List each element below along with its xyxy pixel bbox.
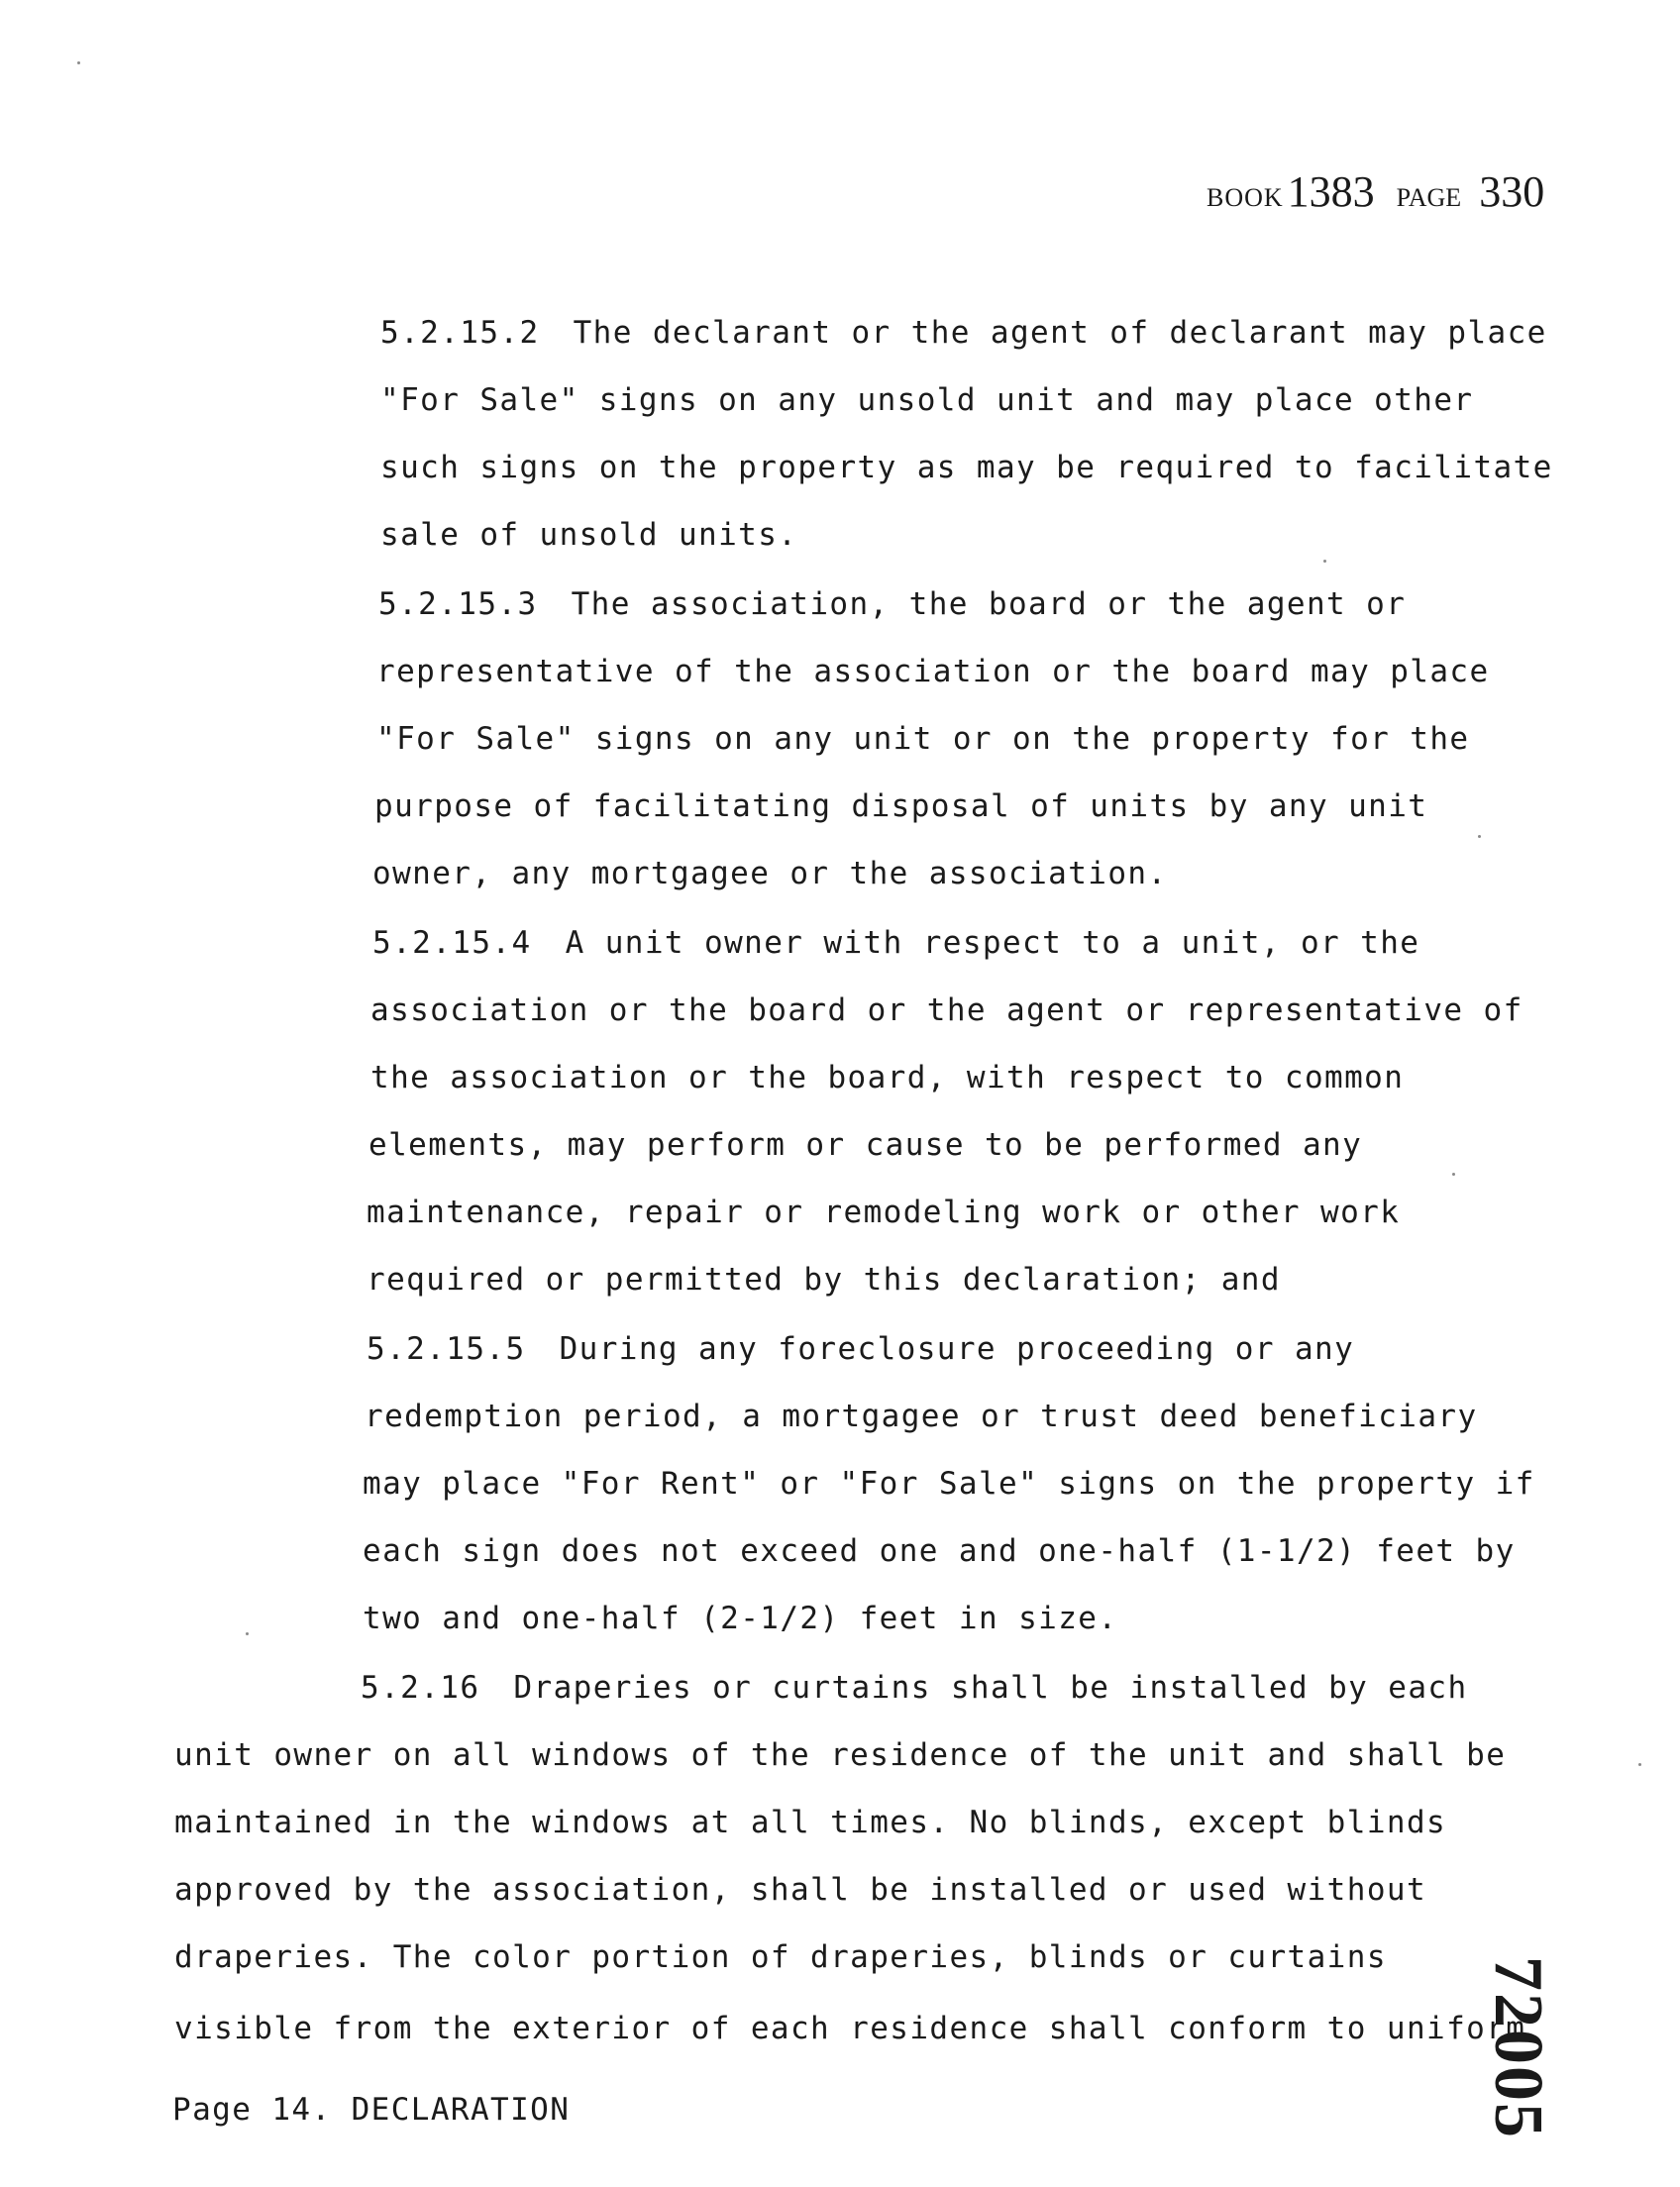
paragraph-5-2-15-2-line-1 [380, 315, 1547, 351]
paragraph-5-2-15-2-line-3: such signs on the property as may be required to facilitate [380, 450, 1553, 485]
paragraph-5-2-15-5-line-3: may place "For Rent" or "For Sale" signs on the property if [363, 1466, 1535, 1502]
scan-speck [1452, 1173, 1455, 1176]
paragraph-text: Draperies or curtains shall be installed by each [513, 1670, 1468, 1706]
paragraph-5-2-16-line-1 [361, 1670, 1468, 1706]
paragraph-5-2-15-5-line-4: each sign does not exceed one and one-half (1-1/2) feet by [363, 1533, 1516, 1569]
paragraph-5-2-16-line-5: draperies. The color portion of draperies, blinds or curtains [174, 1939, 1387, 1975]
scan-speck [1478, 835, 1481, 838]
paragraph-number: 5.2.16 [361, 1670, 480, 1706]
scan-speck [77, 61, 80, 64]
paragraph-5-2-15-2-line-2: "For Sale" signs on any unsold unit and may place other [380, 382, 1474, 418]
paragraph-5-2-16-line-3: maintained in the windows at all times. No blinds, except blinds [174, 1805, 1447, 1840]
paragraph-5-2-15-5-line-5: two and one-half (2-1/2) feet in size. [363, 1601, 1118, 1636]
paragraph-number: 5.2.15.2 [380, 315, 540, 351]
paragraph-text: The association, the board or the agent or [571, 586, 1407, 622]
paragraph-5-2-15-4-line-1 [372, 925, 1419, 961]
paragraph-5-2-15-5-line-1 [367, 1331, 1354, 1367]
paragraph-5-2-15-2-line-4: sale of unsold units. [380, 517, 798, 553]
page-number: 330 [1479, 167, 1545, 216]
paragraph-5-2-15-5-line-2: redemption period, a mortgagee or trust deed beneficiary [365, 1399, 1478, 1434]
paragraph-5-2-15-3-line-3: "For Sale" signs on any unit or on the property for the [376, 721, 1470, 757]
paragraph-5-2-15-3-line-5: owner, any mortgagee or the association. [372, 856, 1168, 891]
paragraph-text: A unit owner with respect to a unit, or the [565, 925, 1420, 961]
scan-speck [1638, 1763, 1641, 1766]
page-footer: Page 14. DECLARATION [172, 2092, 571, 2128]
paragraph-5-2-15-4-line-3: the association or the board, with respect to common [370, 1060, 1405, 1095]
paragraph-5-2-16-line-6: visible from the exterior of each residence shall conform to uniform [174, 2011, 1526, 2046]
paragraph-5-2-15-4-line-2: association or the board or the agent or representative of [370, 992, 1523, 1028]
paragraph-text: The declarant or the agent of declarant may place [573, 315, 1547, 351]
paragraph-5-2-16-line-2: unit owner on all windows of the residence of the unit and shall be [174, 1737, 1507, 1773]
paragraph-number: 5.2.15.3 [378, 586, 538, 622]
paragraph-5-2-15-3-line-1 [378, 586, 1406, 622]
page-label: PAGE [1396, 183, 1462, 212]
paragraph-text: During any foreclosure proceeding or any [559, 1331, 1355, 1367]
book-page-stamp [1207, 166, 1544, 217]
scan-speck [246, 1632, 249, 1635]
paragraph-5-2-15-4-line-6: required or permitted by this declaration; and [367, 1262, 1281, 1298]
book-label: BOOK [1207, 183, 1284, 212]
paragraph-number: 5.2.15.5 [367, 1331, 526, 1367]
paragraph-5-2-15-4-line-5: maintenance, repair or remodeling work or other work [367, 1195, 1401, 1230]
paragraph-5-2-15-3-line-2: representative of the association or the board may place [376, 654, 1490, 689]
scan-speck [1323, 560, 1326, 563]
paragraph-5-2-15-3-line-4: purpose of facilitating disposal of units by any unit [374, 788, 1428, 824]
side-stamp-number: 72005 [1480, 1956, 1556, 2139]
paragraph-5-2-15-4-line-4: elements, may perform or cause to be performed any [368, 1127, 1363, 1163]
paragraph-5-2-16-line-4: approved by the association, shall be installed or used without [174, 1872, 1427, 1908]
paragraph-number: 5.2.15.4 [372, 925, 532, 961]
book-number: 1383 [1287, 167, 1375, 216]
